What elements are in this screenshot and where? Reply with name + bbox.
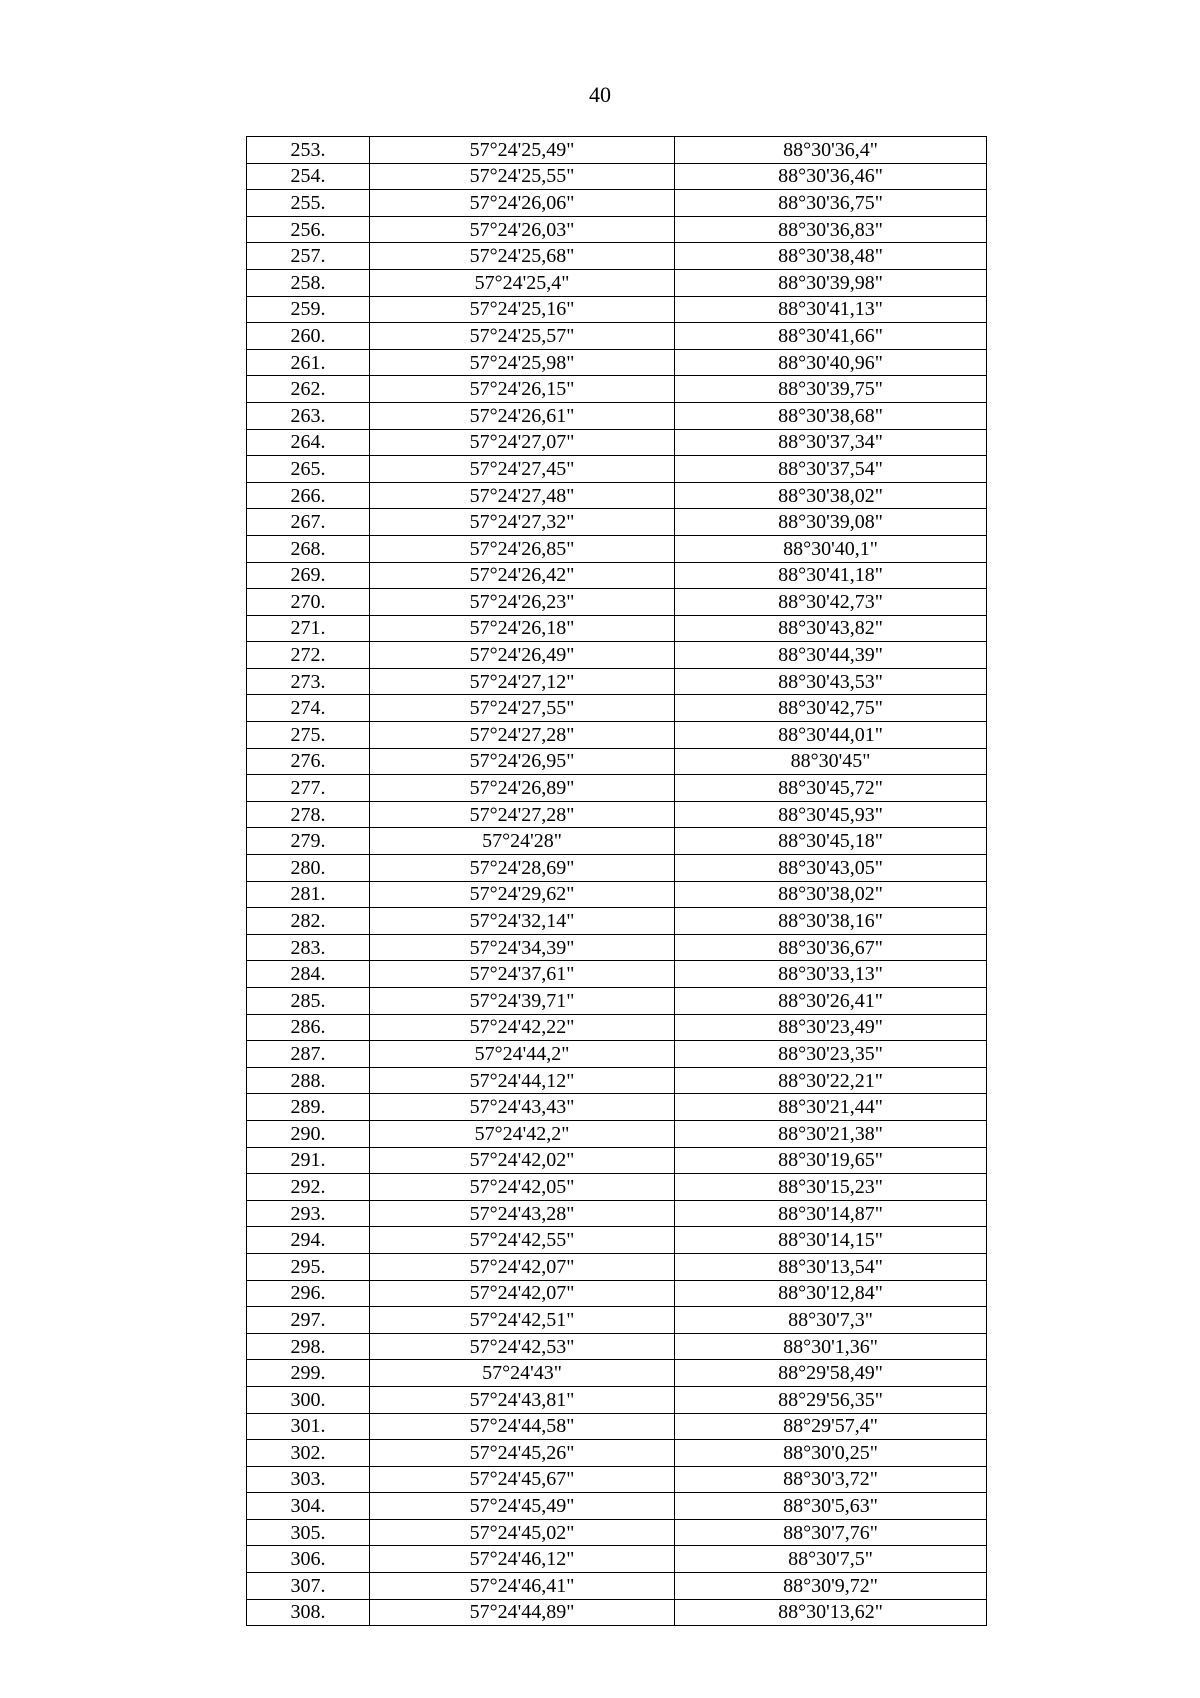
point-number-cell: 260. — [247, 323, 370, 350]
table-row — [247, 216, 987, 243]
point-number-cell: 275. — [247, 722, 370, 749]
point-number-cell: 299. — [247, 1360, 370, 1387]
latitude-cell: 57°24'27,32" — [370, 509, 675, 536]
table-row — [247, 1067, 987, 1094]
table-row — [247, 1280, 987, 1307]
latitude-cell: 57°24'42,55" — [370, 1227, 675, 1254]
longitude-cell: 88°30'39,08" — [675, 509, 987, 536]
latitude-cell: 57°24'46,12" — [370, 1546, 675, 1573]
longitude-cell: 88°30'38,02" — [675, 482, 987, 509]
longitude-cell: 88°30'23,35" — [675, 1041, 987, 1068]
table-row — [247, 1174, 987, 1201]
latitude-cell: 57°24'26,06" — [370, 190, 675, 217]
latitude-cell: 57°24'26,23" — [370, 589, 675, 616]
longitude-cell: 88°30'9,72" — [675, 1573, 987, 1600]
latitude-cell: 57°24'25,4" — [370, 269, 675, 296]
longitude-cell: 88°30'44,39" — [675, 642, 987, 669]
table-row — [247, 855, 987, 882]
point-number-cell: 301. — [247, 1413, 370, 1440]
latitude-cell: 57°24'25,57" — [370, 323, 675, 350]
table-row — [247, 1573, 987, 1600]
latitude-cell: 57°24'25,55" — [370, 163, 675, 190]
point-number-cell: 293. — [247, 1200, 370, 1227]
point-number-cell: 278. — [247, 801, 370, 828]
latitude-cell: 57°24'25,98" — [370, 349, 675, 376]
table-row — [247, 429, 987, 456]
longitude-cell: 88°30'26,41" — [675, 988, 987, 1015]
table-row — [247, 801, 987, 828]
longitude-cell: 88°30'37,54" — [675, 456, 987, 483]
point-number-cell: 296. — [247, 1280, 370, 1307]
table-row — [247, 1493, 987, 1520]
table-row — [247, 509, 987, 536]
table-row — [247, 988, 987, 1015]
longitude-cell: 88°30'36,46" — [675, 163, 987, 190]
longitude-cell: 88°30'38,02" — [675, 881, 987, 908]
table-row — [247, 1333, 987, 1360]
longitude-cell: 88°30'41,13" — [675, 296, 987, 323]
point-number-cell: 290. — [247, 1120, 370, 1147]
longitude-cell: 88°30'43,05" — [675, 855, 987, 882]
point-number-cell: 303. — [247, 1466, 370, 1493]
point-number-cell: 276. — [247, 748, 370, 775]
point-number-cell: 273. — [247, 668, 370, 695]
longitude-cell: 88°30'38,16" — [675, 908, 987, 935]
longitude-cell: 88°30'14,15" — [675, 1227, 987, 1254]
longitude-cell: 88°30'40,1" — [675, 535, 987, 562]
longitude-cell: 88°30'1,36" — [675, 1333, 987, 1360]
table-row — [247, 1307, 987, 1334]
longitude-cell: 88°30'7,3" — [675, 1307, 987, 1334]
longitude-cell: 88°30'45,18" — [675, 828, 987, 855]
table-row — [247, 296, 987, 323]
table-row — [247, 402, 987, 429]
point-number-cell: 274. — [247, 695, 370, 722]
latitude-cell: 57°24'26,03" — [370, 216, 675, 243]
latitude-cell: 57°24'42,07" — [370, 1253, 675, 1280]
latitude-cell: 57°24'42,05" — [370, 1174, 675, 1201]
latitude-cell: 57°24'42,53" — [370, 1333, 675, 1360]
latitude-cell: 57°24'26,85" — [370, 535, 675, 562]
table-row — [247, 1360, 987, 1387]
point-number-cell: 268. — [247, 535, 370, 562]
point-number-cell: 283. — [247, 934, 370, 961]
latitude-cell: 57°24'46,41" — [370, 1573, 675, 1600]
table-row — [247, 376, 987, 403]
point-number-cell: 259. — [247, 296, 370, 323]
longitude-cell: 88°30'14,87" — [675, 1200, 987, 1227]
longitude-cell: 88°30'36,75" — [675, 190, 987, 217]
table-row — [247, 1014, 987, 1041]
point-number-cell: 265. — [247, 456, 370, 483]
longitude-cell: 88°30'36,4" — [675, 137, 987, 164]
longitude-cell: 88°30'7,5" — [675, 1546, 987, 1573]
table-row — [247, 695, 987, 722]
latitude-cell: 57°24'27,45" — [370, 456, 675, 483]
longitude-cell: 88°30'39,98" — [675, 269, 987, 296]
table-row — [247, 269, 987, 296]
table-row — [247, 615, 987, 642]
point-number-cell: 307. — [247, 1573, 370, 1600]
latitude-cell: 57°24'44,89" — [370, 1599, 675, 1626]
longitude-cell: 88°30'3,72" — [675, 1466, 987, 1493]
table-row — [247, 1253, 987, 1280]
latitude-cell: 57°24'42,51" — [370, 1307, 675, 1334]
latitude-cell: 57°24'32,14" — [370, 908, 675, 935]
point-number-cell: 302. — [247, 1440, 370, 1467]
point-number-cell: 263. — [247, 402, 370, 429]
point-number-cell: 305. — [247, 1519, 370, 1546]
coordinates-table — [246, 136, 987, 1626]
table-row — [247, 1200, 987, 1227]
point-number-cell: 270. — [247, 589, 370, 616]
table-row — [247, 775, 987, 802]
latitude-cell: 57°24'27,55" — [370, 695, 675, 722]
point-number-cell: 281. — [247, 881, 370, 908]
latitude-cell: 57°24'43,81" — [370, 1386, 675, 1413]
latitude-cell: 57°24'42,02" — [370, 1147, 675, 1174]
table-row — [247, 1413, 987, 1440]
point-number-cell: 279. — [247, 828, 370, 855]
point-number-cell: 277. — [247, 775, 370, 802]
table-row — [247, 828, 987, 855]
longitude-cell: 88°30'36,83" — [675, 216, 987, 243]
longitude-cell: 88°29'57,4" — [675, 1413, 987, 1440]
table-row — [247, 748, 987, 775]
longitude-cell: 88°30'45,72" — [675, 775, 987, 802]
latitude-cell: 57°24'44,12" — [370, 1067, 675, 1094]
table-row — [247, 642, 987, 669]
table-row — [247, 1599, 987, 1626]
longitude-cell: 88°30'40,96" — [675, 349, 987, 376]
longitude-cell: 88°30'12,84" — [675, 1280, 987, 1307]
point-number-cell: 287. — [247, 1041, 370, 1068]
table-row — [247, 1227, 987, 1254]
point-number-cell: 292. — [247, 1174, 370, 1201]
latitude-cell: 57°24'45,67" — [370, 1466, 675, 1493]
latitude-cell: 57°24'27,12" — [370, 668, 675, 695]
table-row — [247, 1386, 987, 1413]
point-number-cell: 269. — [247, 562, 370, 589]
table-row — [247, 961, 987, 988]
table-row — [247, 349, 987, 376]
longitude-cell: 88°30'43,53" — [675, 668, 987, 695]
point-number-cell: 272. — [247, 642, 370, 669]
table-row — [247, 243, 987, 270]
latitude-cell: 57°24'28" — [370, 828, 675, 855]
latitude-cell: 57°24'27,48" — [370, 482, 675, 509]
point-number-cell: 261. — [247, 349, 370, 376]
latitude-cell: 57°24'34,39" — [370, 934, 675, 961]
table-row — [247, 668, 987, 695]
table-row — [247, 722, 987, 749]
latitude-cell: 57°24'26,18" — [370, 615, 675, 642]
point-number-cell: 289. — [247, 1094, 370, 1121]
point-number-cell: 255. — [247, 190, 370, 217]
table-row — [247, 562, 987, 589]
table-row — [247, 535, 987, 562]
latitude-cell: 57°24'43" — [370, 1360, 675, 1387]
longitude-cell: 88°30'13,54" — [675, 1253, 987, 1280]
point-number-cell: 306. — [247, 1546, 370, 1573]
longitude-cell: 88°30'19,65" — [675, 1147, 987, 1174]
latitude-cell: 57°24'29,62" — [370, 881, 675, 908]
latitude-cell: 57°24'26,15" — [370, 376, 675, 403]
latitude-cell: 57°24'27,28" — [370, 801, 675, 828]
table-row — [247, 482, 987, 509]
point-number-cell: 258. — [247, 269, 370, 296]
table-row — [247, 1466, 987, 1493]
longitude-cell: 88°30'15,23" — [675, 1174, 987, 1201]
point-number-cell: 300. — [247, 1386, 370, 1413]
point-number-cell: 288. — [247, 1067, 370, 1094]
table-row — [247, 456, 987, 483]
table-row — [247, 908, 987, 935]
latitude-cell: 57°24'42,07" — [370, 1280, 675, 1307]
latitude-cell: 57°24'26,95" — [370, 748, 675, 775]
latitude-cell: 57°24'39,71" — [370, 988, 675, 1015]
latitude-cell: 57°24'26,89" — [370, 775, 675, 802]
table-row — [247, 163, 987, 190]
coordinates-table-body — [247, 137, 987, 1626]
point-number-cell: 297. — [247, 1307, 370, 1334]
point-number-cell: 267. — [247, 509, 370, 536]
longitude-cell: 88°30'42,75" — [675, 695, 987, 722]
point-number-cell: 271. — [247, 615, 370, 642]
longitude-cell: 88°30'23,49" — [675, 1014, 987, 1041]
latitude-cell: 57°24'37,61" — [370, 961, 675, 988]
longitude-cell: 88°30'39,75" — [675, 376, 987, 403]
longitude-cell: 88°30'45,93" — [675, 801, 987, 828]
latitude-cell: 57°24'25,68" — [370, 243, 675, 270]
latitude-cell: 57°24'28,69" — [370, 855, 675, 882]
point-number-cell: 285. — [247, 988, 370, 1015]
table-row — [247, 1546, 987, 1573]
longitude-cell: 88°30'13,62" — [675, 1599, 987, 1626]
latitude-cell: 57°24'26,61" — [370, 402, 675, 429]
latitude-cell: 57°24'44,2" — [370, 1041, 675, 1068]
point-number-cell: 264. — [247, 429, 370, 456]
latitude-cell: 57°24'45,26" — [370, 1440, 675, 1467]
table-row — [247, 1147, 987, 1174]
point-number-cell: 286. — [247, 1014, 370, 1041]
latitude-cell: 57°24'42,22" — [370, 1014, 675, 1041]
table-row — [247, 1094, 987, 1121]
longitude-cell: 88°30'33,13" — [675, 961, 987, 988]
table-row — [247, 881, 987, 908]
longitude-cell: 88°30'21,44" — [675, 1094, 987, 1121]
longitude-cell: 88°30'38,48" — [675, 243, 987, 270]
longitude-cell: 88°29'56,35" — [675, 1386, 987, 1413]
latitude-cell: 57°24'25,49" — [370, 137, 675, 164]
longitude-cell: 88°30'36,67" — [675, 934, 987, 961]
longitude-cell: 88°30'41,18" — [675, 562, 987, 589]
point-number-cell: 282. — [247, 908, 370, 935]
longitude-cell: 88°30'44,01" — [675, 722, 987, 749]
point-number-cell: 308. — [247, 1599, 370, 1626]
longitude-cell: 88°30'38,68" — [675, 402, 987, 429]
table-row — [247, 1120, 987, 1147]
point-number-cell: 284. — [247, 961, 370, 988]
longitude-cell: 88°30'22,21" — [675, 1067, 987, 1094]
latitude-cell: 57°24'27,07" — [370, 429, 675, 456]
table-row — [247, 190, 987, 217]
point-number-cell: 298. — [247, 1333, 370, 1360]
longitude-cell: 88°30'7,76" — [675, 1519, 987, 1546]
longitude-cell: 88°29'58,49" — [675, 1360, 987, 1387]
longitude-cell: 88°30'37,34" — [675, 429, 987, 456]
table-row — [247, 1519, 987, 1546]
page-number: 40 — [589, 82, 611, 107]
table-row — [247, 934, 987, 961]
longitude-cell: 88°30'41,66" — [675, 323, 987, 350]
table-row — [247, 323, 987, 350]
latitude-cell: 57°24'45,02" — [370, 1519, 675, 1546]
latitude-cell: 57°24'44,58" — [370, 1413, 675, 1440]
point-number-cell: 253. — [247, 137, 370, 164]
table-row — [247, 589, 987, 616]
latitude-cell: 57°24'26,42" — [370, 562, 675, 589]
point-number-cell: 291. — [247, 1147, 370, 1174]
longitude-cell: 88°30'45" — [675, 748, 987, 775]
point-number-cell: 304. — [247, 1493, 370, 1520]
latitude-cell: 57°24'45,49" — [370, 1493, 675, 1520]
point-number-cell: 257. — [247, 243, 370, 270]
table-row — [247, 1440, 987, 1467]
point-number-cell: 280. — [247, 855, 370, 882]
point-number-cell: 262. — [247, 376, 370, 403]
longitude-cell: 88°30'43,82" — [675, 615, 987, 642]
latitude-cell: 57°24'27,28" — [370, 722, 675, 749]
point-number-cell: 295. — [247, 1253, 370, 1280]
point-number-cell: 294. — [247, 1227, 370, 1254]
point-number-cell: 266. — [247, 482, 370, 509]
point-number-cell: 256. — [247, 216, 370, 243]
latitude-cell: 57°24'43,28" — [370, 1200, 675, 1227]
latitude-cell: 57°24'42,2" — [370, 1120, 675, 1147]
latitude-cell: 57°24'43,43" — [370, 1094, 675, 1121]
latitude-cell: 57°24'25,16" — [370, 296, 675, 323]
longitude-cell: 88°30'21,38" — [675, 1120, 987, 1147]
table-row — [247, 137, 987, 164]
table-row — [247, 1041, 987, 1068]
longitude-cell: 88°30'42,73" — [675, 589, 987, 616]
longitude-cell: 88°30'5,63" — [675, 1493, 987, 1520]
longitude-cell: 88°30'0,25" — [675, 1440, 987, 1467]
point-number-cell: 254. — [247, 163, 370, 190]
latitude-cell: 57°24'26,49" — [370, 642, 675, 669]
